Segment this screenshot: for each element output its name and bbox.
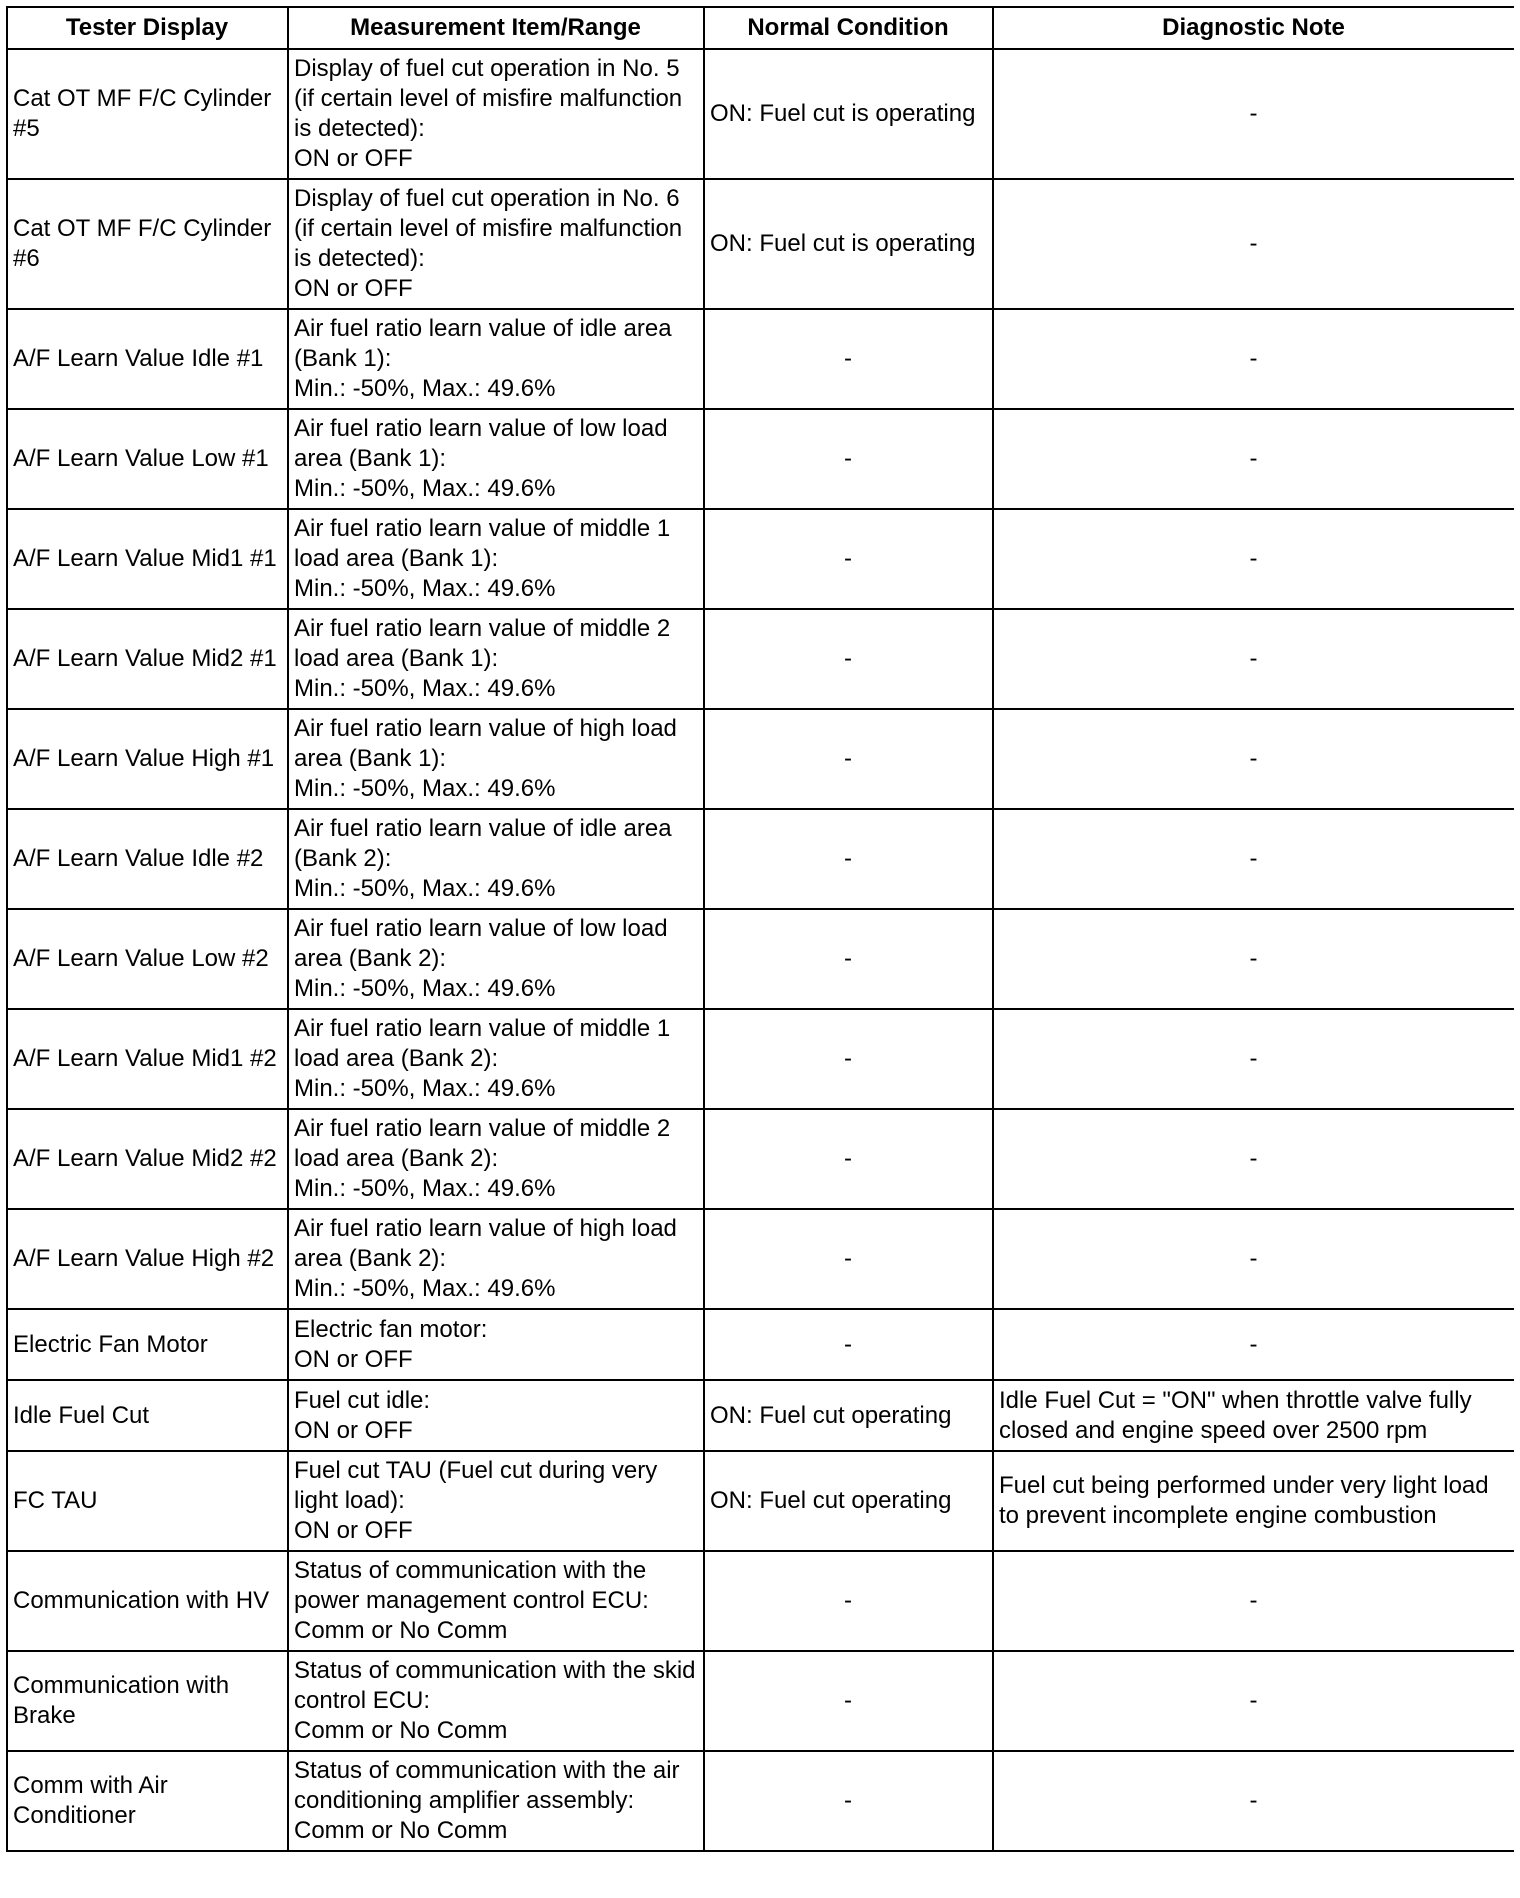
- normal-condition-cell: ON: Fuel cut operating: [704, 1451, 993, 1551]
- normal-condition-cell: -: [704, 609, 993, 709]
- diagnostic-note-cell: -: [993, 1209, 1514, 1309]
- measurement-range: ON or OFF: [294, 1345, 413, 1373]
- measurement-description: Display of fuel cut operation in No. 6 (if certain level of misfire malfunction is detected):: [294, 185, 683, 272]
- table-row: [7, 1109, 1514, 1209]
- tester-display-cell: A/F Learn Value Idle #2: [7, 809, 288, 909]
- table-row: [7, 809, 1514, 909]
- normal-condition-cell: ON: Fuel cut operating: [704, 1380, 993, 1451]
- measurement-cell: [288, 709, 704, 809]
- normal-condition-cell: -: [704, 309, 993, 409]
- measurement-cell: [288, 509, 704, 609]
- table-row: [7, 309, 1514, 409]
- diagnostic-note-cell: -: [993, 1309, 1514, 1380]
- diagnostic-note-cell: -: [993, 1009, 1514, 1109]
- measurement-range: Comm or No Comm: [294, 1617, 508, 1644]
- diagnostic-note-cell: Idle Fuel Cut = "ON" when throttle valve fully closed and engine speed over 2500 rpm: [993, 1380, 1514, 1451]
- tester-display-cell: A/F Learn Value Low #1: [7, 409, 288, 509]
- measurement-description: Fuel cut TAU (Fuel cut during very light load):: [294, 1457, 658, 1514]
- tester-display-cell: FC TAU: [7, 1451, 288, 1551]
- table-row: [7, 709, 1514, 809]
- table-row: [7, 1651, 1514, 1751]
- tester-display-cell: A/F Learn Value Mid1 #2: [7, 1009, 288, 1109]
- diagnostic-note-cell: -: [993, 709, 1514, 809]
- table-row: [7, 1309, 1514, 1380]
- table-row: [7, 909, 1514, 1009]
- measurement-cell: [288, 809, 704, 909]
- measurement-cell: [288, 909, 704, 1009]
- measurement-cell: [288, 49, 704, 179]
- normal-condition-cell: -: [704, 1309, 993, 1380]
- measurement-description: Status of communication with the skid control ECU:: [294, 1657, 696, 1714]
- normal-condition-cell: -: [704, 1751, 993, 1851]
- tester-display-cell: A/F Learn Value Mid2 #1: [7, 609, 288, 709]
- measurement-range: ON or OFF: [294, 145, 413, 172]
- tester-display-cell: A/F Learn Value Idle #1: [7, 309, 288, 409]
- measurement-range: Min.: -50%, Max.: 49.6%: [294, 975, 556, 1002]
- table-body: [7, 49, 1514, 1851]
- diagnostic-note-cell: -: [993, 509, 1514, 609]
- measurement-description: Air fuel ratio learn value of idle area (Bank 1):: [294, 315, 672, 372]
- tester-display-cell: Electric Fan Motor: [7, 1309, 288, 1380]
- tester-display-cell: A/F Learn Value Mid1 #1: [7, 509, 288, 609]
- diagnostic-note-cell: -: [993, 1651, 1514, 1751]
- diagnostic-note-cell: Fuel cut being performed under very light load to prevent incomplete engine combustion: [993, 1451, 1514, 1551]
- measurement-cell: [288, 1309, 704, 1380]
- diagnostic-note-cell: -: [993, 1109, 1514, 1209]
- measurement-description: Status of communication with the air conditioning amplifier assembly:: [294, 1757, 680, 1814]
- measurement-description: Fuel cut idle:: [294, 1386, 431, 1414]
- header-measurement-item: Measurement Item/Range: [288, 7, 704, 49]
- measurement-cell: [288, 1551, 704, 1651]
- measurement-range: Min.: -50%, Max.: 49.6%: [294, 1175, 556, 1202]
- tester-display-cell: A/F Learn Value High #2: [7, 1209, 288, 1309]
- table-row: [7, 49, 1514, 179]
- tester-display-cell: A/F Learn Value Low #2: [7, 909, 288, 1009]
- normal-condition-cell: -: [704, 1551, 993, 1651]
- measurement-cell: [288, 1651, 704, 1751]
- measurement-cell: [288, 309, 704, 409]
- measurement-description: Electric fan motor:: [294, 1315, 488, 1343]
- table-row: [7, 1551, 1514, 1651]
- measurement-range: Min.: -50%, Max.: 49.6%: [294, 1275, 556, 1302]
- measurement-range: Comm or No Comm: [294, 1817, 508, 1844]
- measurement-range: Min.: -50%, Max.: 49.6%: [294, 475, 556, 502]
- measurement-description: Air fuel ratio learn value of high load area (Bank 2):: [294, 1215, 677, 1272]
- diagnostic-note-cell: -: [993, 49, 1514, 179]
- measurement-description: Air fuel ratio learn value of middle 2 load area (Bank 2):: [294, 1115, 671, 1172]
- diagnostic-note-cell: -: [993, 309, 1514, 409]
- measurement-cell: [288, 1380, 704, 1451]
- normal-condition-cell: -: [704, 909, 993, 1009]
- measurement-range: Min.: -50%, Max.: 49.6%: [294, 775, 556, 802]
- table-row: [7, 1209, 1514, 1309]
- header-tester-display: Tester Display: [7, 7, 288, 49]
- tester-display-cell: Idle Fuel Cut: [7, 1380, 288, 1451]
- normal-condition-cell: -: [704, 709, 993, 809]
- measurement-description: Air fuel ratio learn value of idle area (Bank 2):: [294, 815, 672, 872]
- diagnostic-note-cell: -: [993, 409, 1514, 509]
- measurement-cell: [288, 1109, 704, 1209]
- normal-condition-cell: -: [704, 409, 993, 509]
- measurement-description: Air fuel ratio learn value of low load area (Bank 2):: [294, 915, 668, 972]
- measurement-cell: [288, 1751, 704, 1851]
- diagnostic-note-cell: -: [993, 1551, 1514, 1651]
- measurement-cell: [288, 1009, 704, 1109]
- tester-display-cell: Communication with Brake: [7, 1651, 288, 1751]
- normal-condition-cell: -: [704, 509, 993, 609]
- diagnostic-note-cell: -: [993, 179, 1514, 309]
- measurement-range: Comm or No Comm: [294, 1717, 508, 1744]
- table-row: [7, 179, 1514, 309]
- measurement-range: Min.: -50%, Max.: 49.6%: [294, 575, 556, 602]
- measurement-range: Min.: -50%, Max.: 49.6%: [294, 375, 556, 402]
- tester-display-cell: Cat OT MF F/C Cylinder #6: [7, 179, 288, 309]
- normal-condition-cell: ON: Fuel cut is operating: [704, 179, 993, 309]
- normal-condition-cell: -: [704, 1009, 993, 1109]
- measurement-range: ON or OFF: [294, 1416, 413, 1444]
- measurement-description: Display of fuel cut operation in No. 5 (if certain level of misfire malfunction is detected):: [294, 55, 683, 142]
- measurement-description: Air fuel ratio learn value of low load area (Bank 1):: [294, 415, 668, 472]
- table-row: [7, 1751, 1514, 1851]
- measurement-range: ON or OFF: [294, 1517, 413, 1544]
- measurement-description: Air fuel ratio learn value of middle 2 load area (Bank 1):: [294, 615, 671, 672]
- normal-condition-cell: -: [704, 809, 993, 909]
- tester-display-cell: Cat OT MF F/C Cylinder #5: [7, 49, 288, 179]
- measurement-range: Min.: -50%, Max.: 49.6%: [294, 1075, 556, 1102]
- normal-condition-cell: -: [704, 1209, 993, 1309]
- measurement-description: Air fuel ratio learn value of middle 1 load area (Bank 1):: [294, 515, 671, 572]
- header-row: [7, 7, 1514, 49]
- table-row: [7, 409, 1514, 509]
- measurement-description: Status of communication with the power management control ECU:: [294, 1557, 649, 1614]
- measurement-description: Air fuel ratio learn value of high load area (Bank 1):: [294, 715, 677, 772]
- table-row: [7, 1380, 1514, 1451]
- measurement-cell: [288, 609, 704, 709]
- measurement-range: Min.: -50%, Max.: 49.6%: [294, 675, 556, 702]
- header-diagnostic-note: Diagnostic Note: [993, 7, 1514, 49]
- tester-display-cell: A/F Learn Value High #1: [7, 709, 288, 809]
- diagnostic-note-cell: -: [993, 609, 1514, 709]
- measurement-range: Min.: -50%, Max.: 49.6%: [294, 875, 556, 902]
- measurement-cell: [288, 1451, 704, 1551]
- data-list-table: [6, 6, 1514, 1852]
- tester-display-cell: Comm with Air Conditioner: [7, 1751, 288, 1851]
- diagnostic-note-cell: -: [993, 809, 1514, 909]
- normal-condition-cell: -: [704, 1651, 993, 1751]
- diagnostic-note-cell: -: [993, 1751, 1514, 1851]
- table-row: [7, 1009, 1514, 1109]
- header-normal-condition: Normal Condition: [704, 7, 993, 49]
- measurement-cell: [288, 179, 704, 309]
- measurement-cell: [288, 409, 704, 509]
- tester-display-cell: Communication with HV: [7, 1551, 288, 1651]
- measurement-description: Air fuel ratio learn value of middle 1 load area (Bank 2):: [294, 1015, 671, 1072]
- table-row: [7, 609, 1514, 709]
- data-list-sheet: [6, 6, 1514, 1892]
- diagnostic-note-cell: -: [993, 909, 1514, 1009]
- normal-condition-cell: -: [704, 1109, 993, 1209]
- measurement-cell: [288, 1209, 704, 1309]
- measurement-range: ON or OFF: [294, 275, 413, 302]
- table-row: [7, 509, 1514, 609]
- table-row: [7, 1451, 1514, 1551]
- normal-condition-cell: ON: Fuel cut is operating: [704, 49, 993, 179]
- tester-display-cell: A/F Learn Value Mid2 #2: [7, 1109, 288, 1209]
